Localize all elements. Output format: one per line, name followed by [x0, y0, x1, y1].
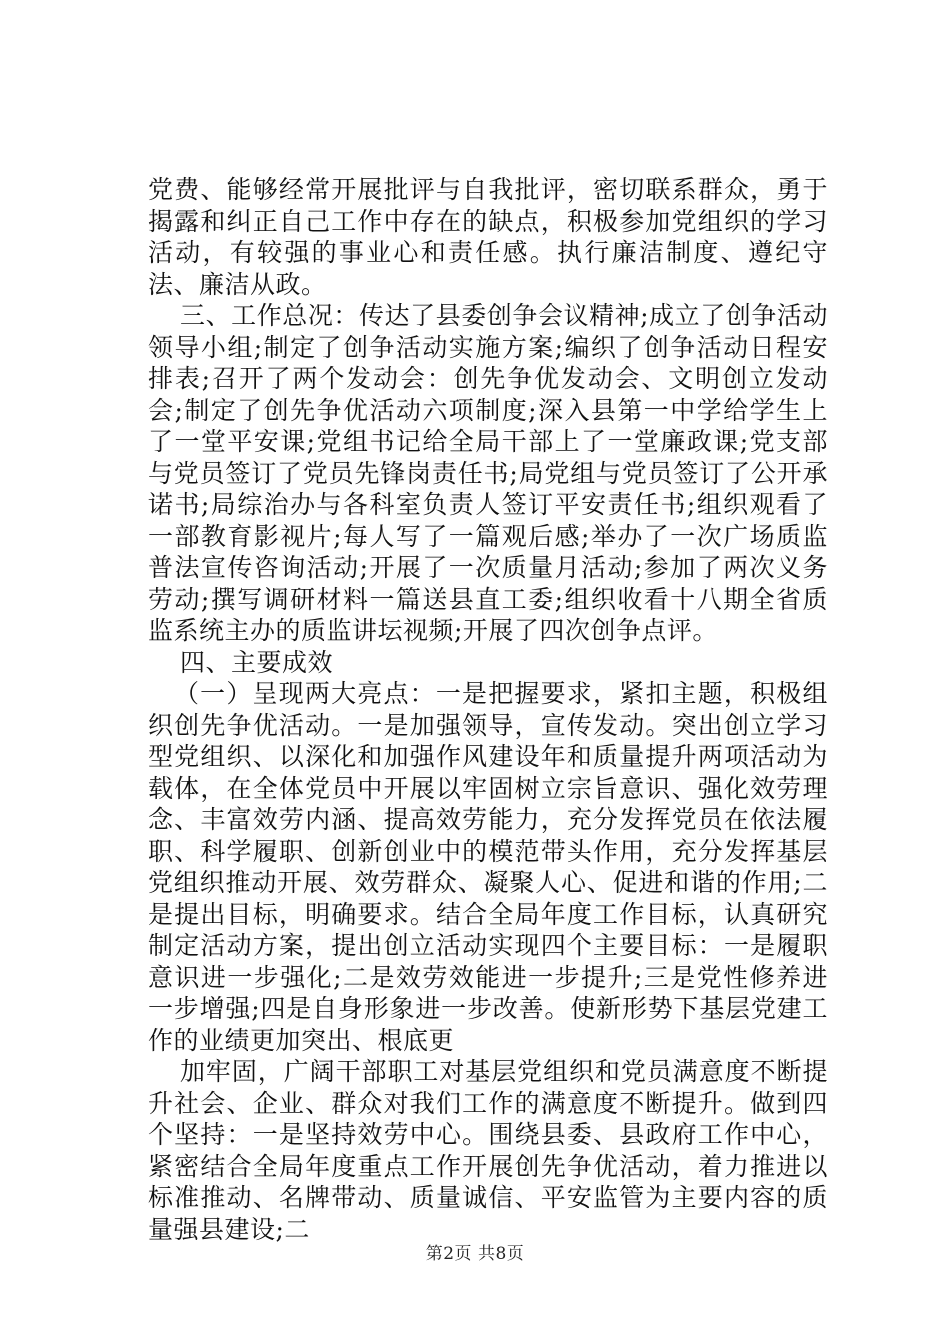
- section-heading-main-results: 四、主要成效: [180, 647, 334, 677]
- document-body: [148, 174, 828, 1245]
- paragraph-two-highlights: （一）呈现两大亮点：一是把握要求，紧扣主题，积极组织创先争优活动。一是加强领导，宣传发动。突出创立学习型党组织、以深化和加强作风建设年和质量提升两项活动为载体，在全体党员中开展以牢固树立宗旨意识、强化效劳理念、丰富效劳内涵、提高效劳能力，充分发挥党员在依法履职、科学履职、创新创业中的模范带头作用，充分发挥基层党组织推动开展、效劳群众、凝聚人心、促进和谐的作用;二是提出目标，明确要求。结合全局年度工作目标，认真研究制定活动方案，提出创立活动实现四个主要目标：一是履职意识进一步强化;二是效劳效能进一步提升;三是党性修养进一步增强;四是自身形象进一步改善。使新形势下基层党建工作的业绩更加突出、根底更: [148, 679, 828, 1055]
- paragraph-work-overview: 三、工作总况：传达了县委创争会议精神;成立了创争活动领导小组;制定了创争活动实施方案;编织了创争活动日程安排表;召开了两个发动会：创先争优发动会、文明创立发动会;制定了创先争优活动六项制度;深入县第一中学给学生上了一堂平安课;党组书记给全局干部上了一堂廉政课;党支部与党员签订了党员先锋岗责任书;局党组与党员签订了公开承诺书;局综治办与各科室负责人签订平安责任书;组织观看了一部教育影视片;每人写了一篇观后感;举办了一次广场质监普法宣传咨询活动;开展了一次质量月活动;参加了两次义务劳动;撰写调研材料一篇送县直工委;组织收看十八期全省质监系统主办的质监讲坛视频;开展了四次创争点评。: [148, 301, 828, 645]
- paragraph-party-dues: 党费、能够经常开展批评与自我批评，密切联系群众，勇于揭露和纠正自己工作中存在的缺点，积极参加党组织的学习活动，有较强的事业心和责任感。执行廉洁制度、遵纪守法、廉洁从政。: [148, 175, 828, 299]
- paragraph-four-persistences: 加牢固，广阔干部职工对基层党组织和党员满意度不断提升社会、企业、群众对我们工作的满意度不断提升。做到四个坚持：一是坚持效劳中心。围绕县委、县政府工作中心，紧密结合全局年度重点工作开展创先争优活动，着力推进以标准推动、名牌带动、质量诚信、平安监管为主要内容的质量强县建设;二: [148, 1057, 828, 1244]
- page-number-footer: 第2页 共8页: [425, 1244, 525, 1264]
